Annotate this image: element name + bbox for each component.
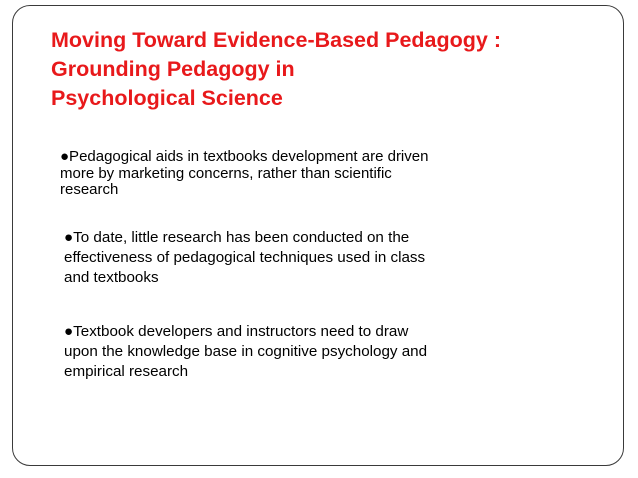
- bullet-line: ●Pedagogical aids in textbooks development are driven: [60, 148, 429, 165]
- bullet-line: effectiveness of pedagogical techniques used in class: [64, 249, 426, 266]
- bullet-pedagogical-aids: [60, 149, 428, 199]
- slide-title: [51, 26, 501, 113]
- bullet-line: research: [60, 181, 119, 198]
- bullet-line: more by marketing concerns, rather than scientific: [60, 164, 392, 182]
- bullet-line: empirical research: [64, 363, 189, 380]
- title-line: Psychological Science: [51, 86, 283, 110]
- bullet-line: upon the knowledge base in cognitive psychology and: [64, 343, 428, 360]
- bullet-line: and textbooks: [64, 269, 159, 286]
- bullet-line: ●Textbook developers and instructors need to draw: [64, 323, 409, 340]
- bullet-line: ●To date, little research has been conducted on the: [64, 229, 410, 246]
- title-line: Moving Toward Evidence-Based Pedagogy :: [51, 28, 501, 52]
- bullet-textbook-developers: [64, 322, 427, 382]
- title-line: Grounding Pedagogy in: [51, 57, 295, 81]
- bullet-little-research: [64, 228, 425, 288]
